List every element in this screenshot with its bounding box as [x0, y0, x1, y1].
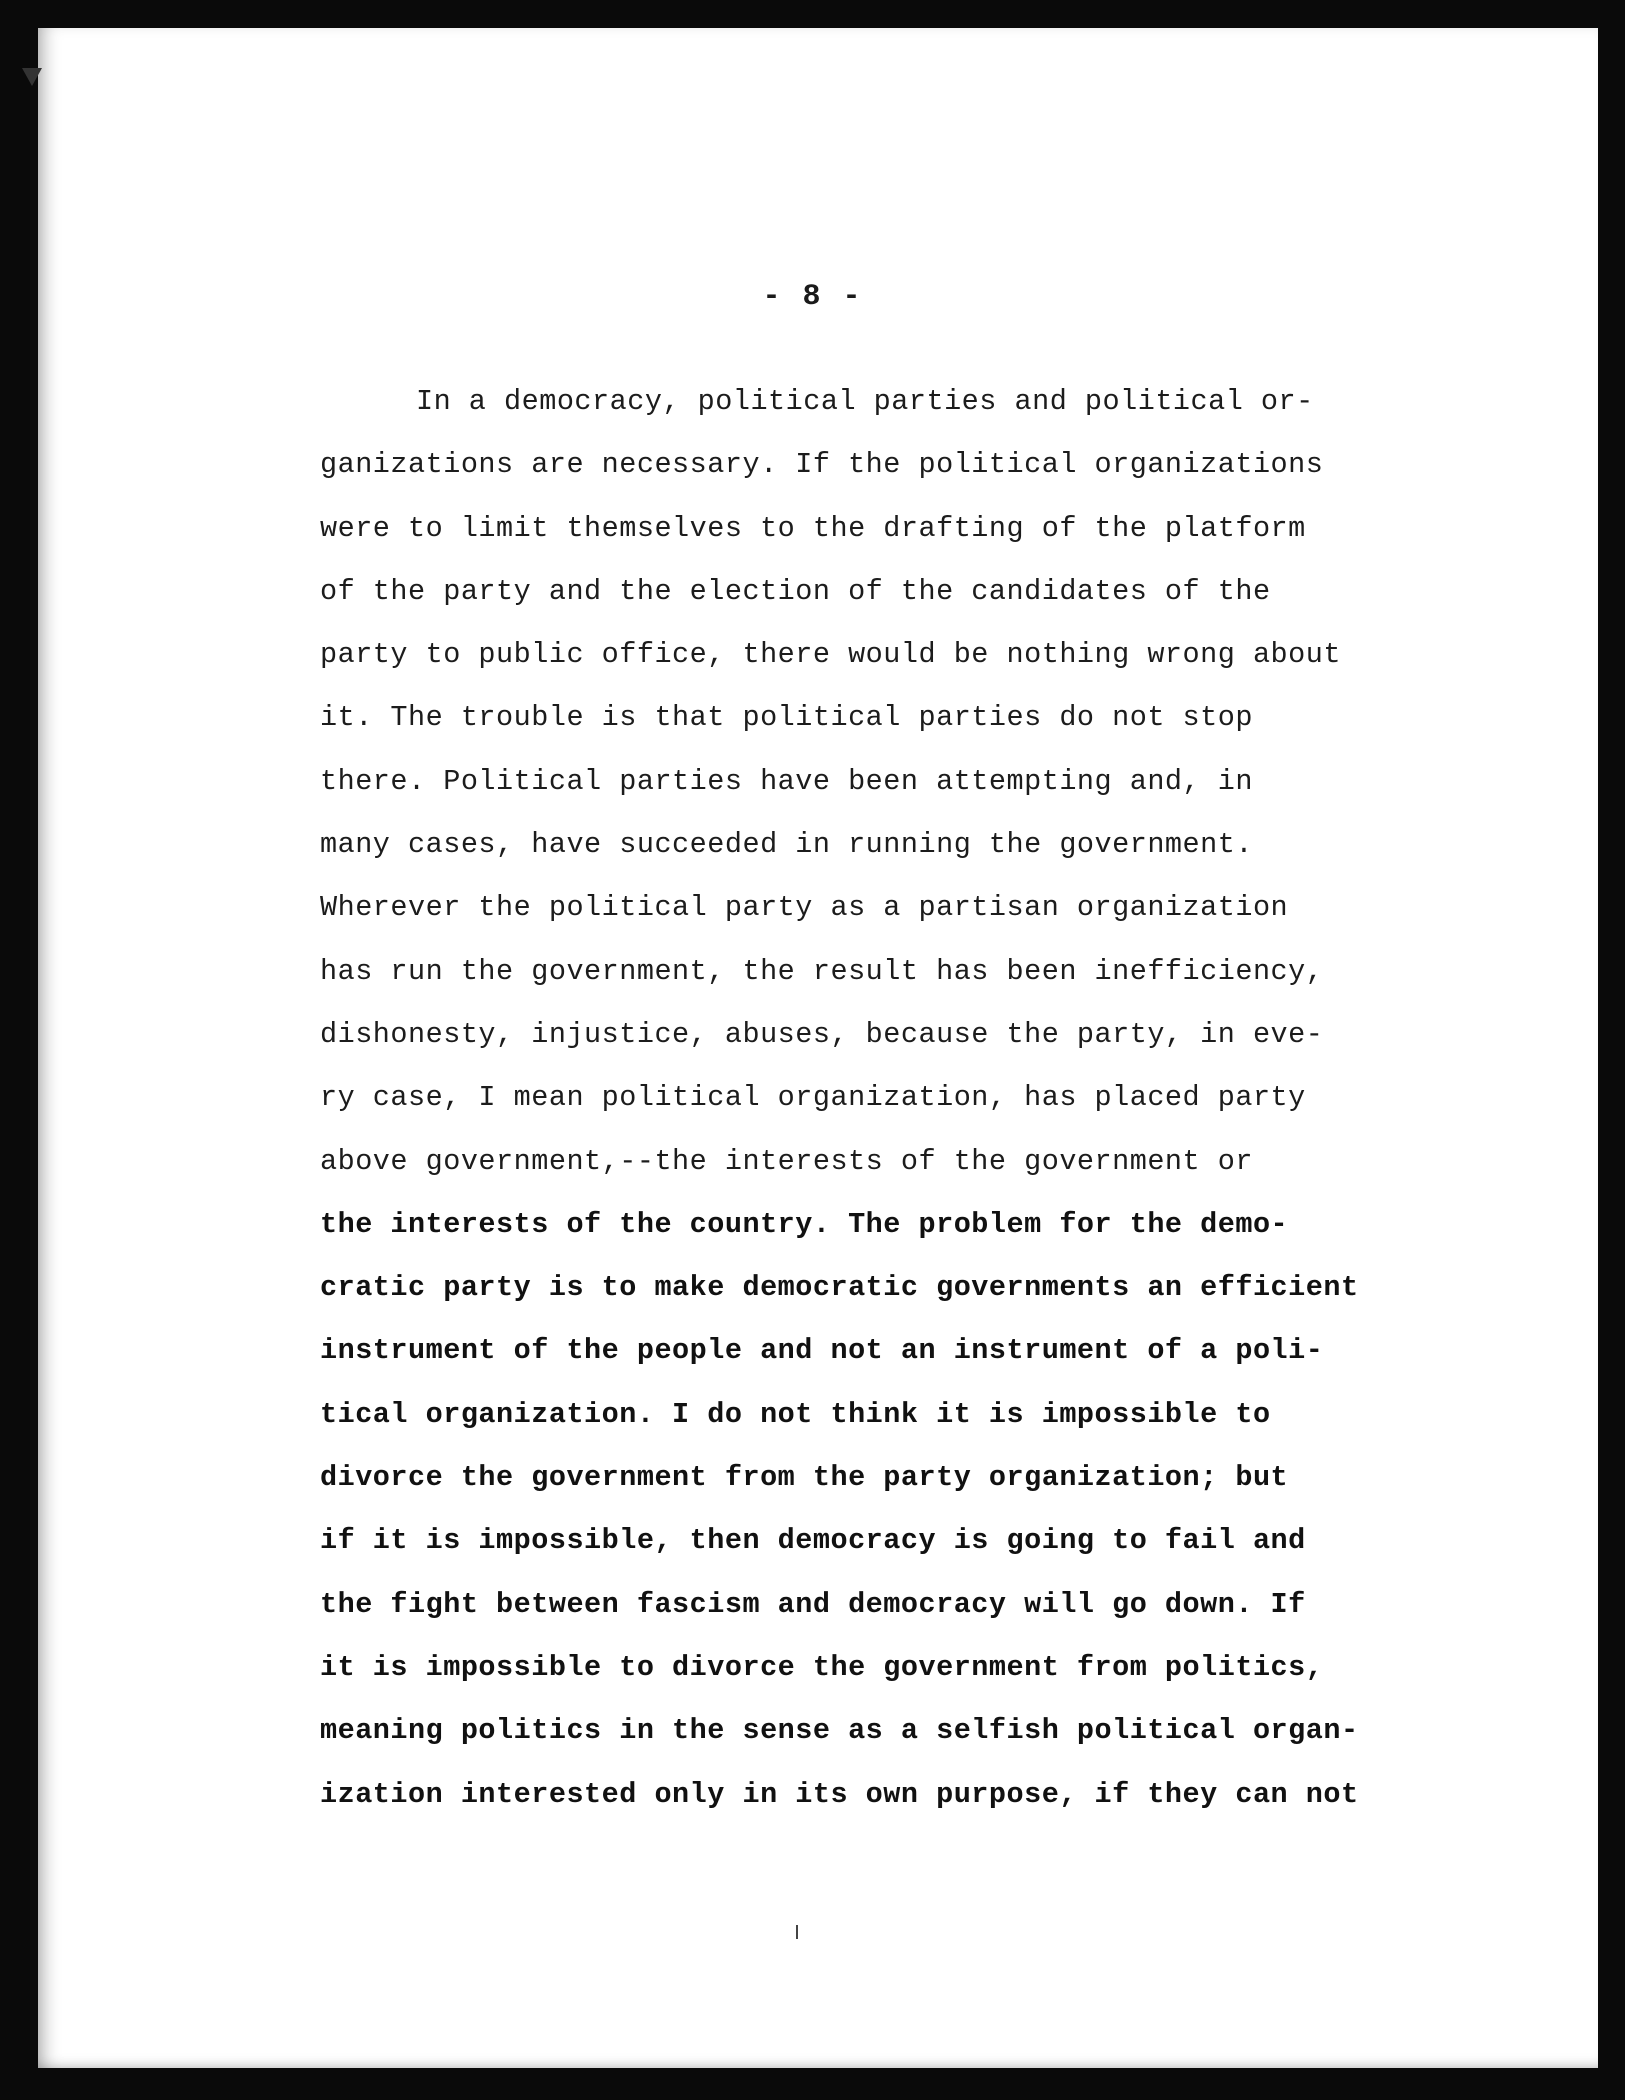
text-line: has run the government, the result has been inefficiency,	[320, 954, 1324, 988]
text-line: cratic party is to make democratic governments an efficient	[320, 1271, 1359, 1305]
page-number: - 8 -	[762, 280, 863, 314]
page-edge-mark	[22, 68, 42, 86]
text-line: party to public office, there would be nothing wrong about	[320, 638, 1341, 672]
text-line: In a democracy, political parties and political or-	[416, 385, 1314, 418]
body-text	[320, 370, 1460, 1826]
text-line: it. The trouble is that political parties do not stop	[320, 701, 1253, 735]
text-line: of the party and the election of the candidates of the	[320, 574, 1271, 608]
text-line: tical organization. I do not think it is impossible to	[320, 1397, 1271, 1431]
text-line: dishonesty, injustice, abuses, because the party, in eve-	[320, 1017, 1324, 1051]
text-line: if it is impossible, then democracy is going to fail and	[320, 1524, 1306, 1558]
text-line: there. Political parties have been attempting and, in	[320, 764, 1253, 798]
text-line: were to limit themselves to the drafting of the platform	[320, 511, 1306, 545]
text-line: Wherever the political party as a partisan organization	[320, 891, 1289, 925]
scan-speck	[796, 1925, 798, 1939]
text-line: ganizations are necessary. If the political organizations	[320, 448, 1324, 482]
text-line: the interests of the country. The problem for the demo-	[320, 1207, 1289, 1241]
text-line: meaning politics in the sense as a selfish political organ-	[320, 1714, 1359, 1748]
text-line: ry case, I mean political organization, has placed party	[320, 1081, 1306, 1115]
text-line: ization interested only in its own purpose, if they can not	[320, 1777, 1359, 1811]
text-line: the fight between fascism and democracy will go down. If	[320, 1587, 1306, 1621]
text-line: above government,--the interests of the government or	[320, 1144, 1253, 1178]
text-line: it is impossible to divorce the government from politics,	[320, 1650, 1324, 1684]
text-line: divorce the government from the party organization; but	[320, 1461, 1289, 1495]
text-line: many cases, have succeeded in running the government.	[320, 828, 1253, 862]
text-line: instrument of the people and not an instrument of a poli-	[320, 1334, 1324, 1368]
